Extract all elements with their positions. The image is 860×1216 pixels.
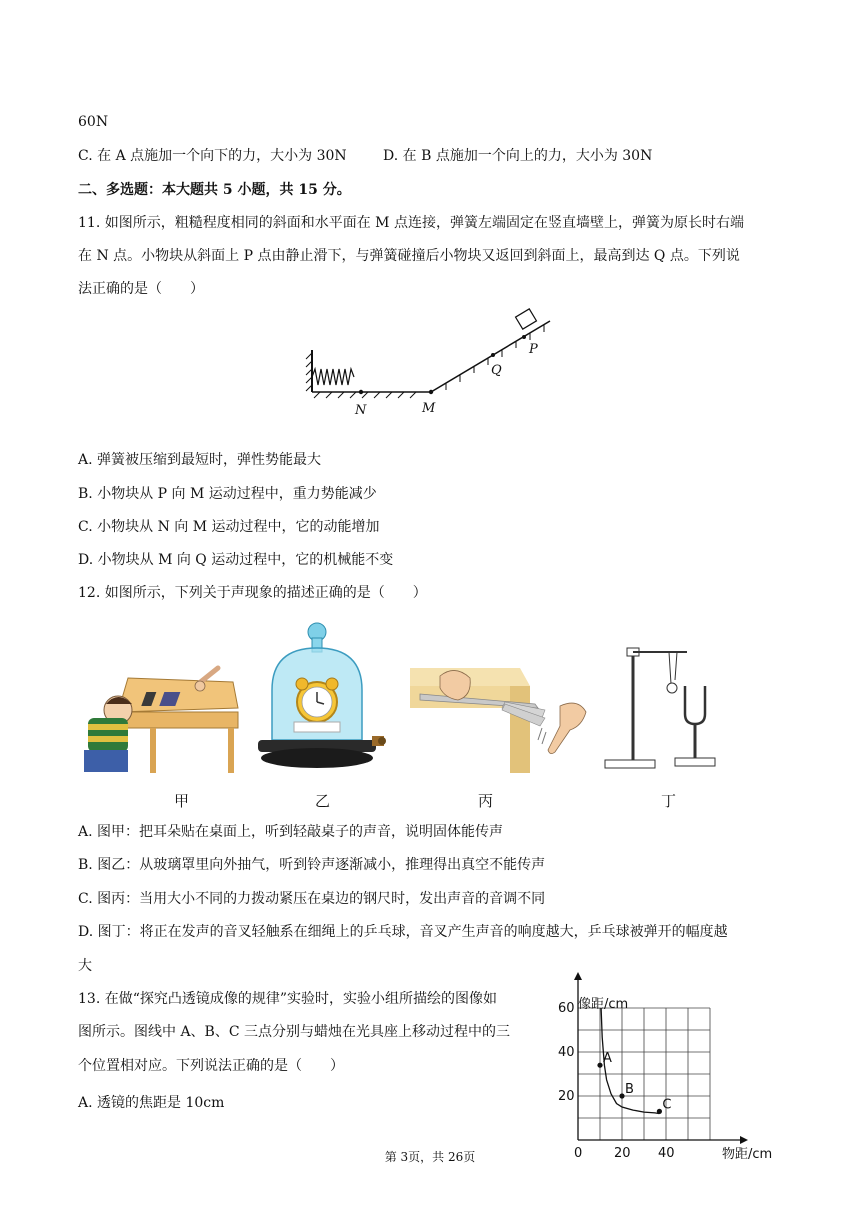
q12-option-d-line1: D. 图丁：将正在发声的音叉轻触系在细绳上的乒乓球，音叉产生声音的响度越大，乒乓球被弹开的幅度越 [78,924,728,940]
y-tick-label: 40 [558,1045,575,1060]
chart-point-label-a: A [603,1051,612,1067]
q11-option-c: C. 小物块从 N 向 M 运动过程中，它的动能增加 [78,519,380,535]
q11-stem-line2: 在 N 点。小物块从斜面上 P 点由静止滑下，与弹簧碰撞后小物块又返回到斜面上，最高到达 Q 点。下列说 [78,248,740,264]
q13-stem-line3: 个位置相对应。下列说法正确的是（ ） [78,1058,344,1074]
label-m: M [422,401,436,416]
chart-point-label-b: B [625,1082,634,1097]
prev-option-c: C. 在 A 点施加一个向下的力，大小为 30N [78,148,347,164]
y-tick-label: 20 [558,1089,575,1104]
caption-ding: 丁 [661,792,677,810]
q11-option-b: B. 小物块从 P 向 M 运动过程中，重力势能减少 [78,486,377,502]
caption-bing: 丙 [478,792,494,810]
chart-point-label-c: C [662,1097,672,1113]
prev-question-continuation: 60N [78,114,109,130]
chart-point-b [619,1093,624,1098]
section-heading: 二、多选题：本大题共 5 小题，共 15 分。 [78,182,351,198]
chart-grid [578,1008,710,1140]
chart-ticks [558,1001,675,1161]
q12-option-d-line2: 大 [78,958,92,974]
caption-jia: 甲 [174,792,190,810]
x-tick-label: 20 [614,1146,631,1161]
label-q: Q [491,363,502,378]
chart-xlabel: 物距/cm [722,1147,773,1162]
chart-ylabel: 像距/cm [578,997,629,1012]
q11-stem-line3: 法正确的是（ ） [78,281,204,297]
q12-option-c: C. 图丙：当用大小不同的力拨动紧压在桌边的钢尺时，发出声音的音调不同 [78,891,546,907]
y-axis-arrow [574,972,582,980]
chart-points [597,1051,671,1114]
q12-stem: 12. 如图所示，下列关于声现象的描述正确的是（ ） [78,585,427,601]
q12-option-a: A. 图甲：把耳朵贴在桌面上，听到轻敲桌子的声音，说明固体能传声 [78,824,504,840]
chart-point-a [597,1063,602,1068]
y-tick-label: 60 [558,1001,575,1016]
q13-stem-line1: 13. 在做“探究凸透镜成像的规律”实验时，实验小组所描绘的图像如 [78,991,498,1007]
figure-jia-ear-on-desk [78,660,248,775]
x-tick-label: 0 [574,1146,583,1161]
q11-stem-line1: 11. 如图所示，粗糙程度相同的斜面和水平面在 M 点连接，弹簧左端固定在竖直墙壁上，弹簧为原长时右端 [78,215,744,231]
q11-incline-spring-figure [300,305,570,420]
label-p: P [529,342,538,357]
q13-stem-line2: 图所示。图线中 A、B、C 三点分别与蜡烛在光具座上移动过程中的三 [78,1024,511,1040]
label-n: N [355,403,367,418]
figure-bing-ruler-on-table [410,668,595,773]
chart-point-c [657,1109,662,1114]
q13-option-a: A. 透镜的焦距是 10cm [78,1095,225,1111]
q11-option-a: A. 弹簧被压缩到最短时，弹性势能最大 [78,452,322,468]
x-tick-label: 40 [658,1146,675,1161]
x-axis-arrow [740,1136,748,1144]
q11-option-d: D. 小物块从 M 向 Q 运动过程中，它的机械能不变 [78,552,394,568]
caption-yi: 乙 [315,792,331,810]
q12-option-b: B. 图乙：从玻璃罩里向外抽气，听到铃声逐渐减小，推理得出真空不能传声 [78,857,546,873]
figure-ding-tuning-fork [605,640,725,775]
image-distance-vs-object-distance-chart [540,990,790,1170]
figure-yi-bell-jar [258,618,393,773]
page-footer: 第 3页，共 26页 [384,1150,476,1164]
prev-option-d: D. 在 B 点施加一个向上的力，大小为 30N [383,148,653,164]
